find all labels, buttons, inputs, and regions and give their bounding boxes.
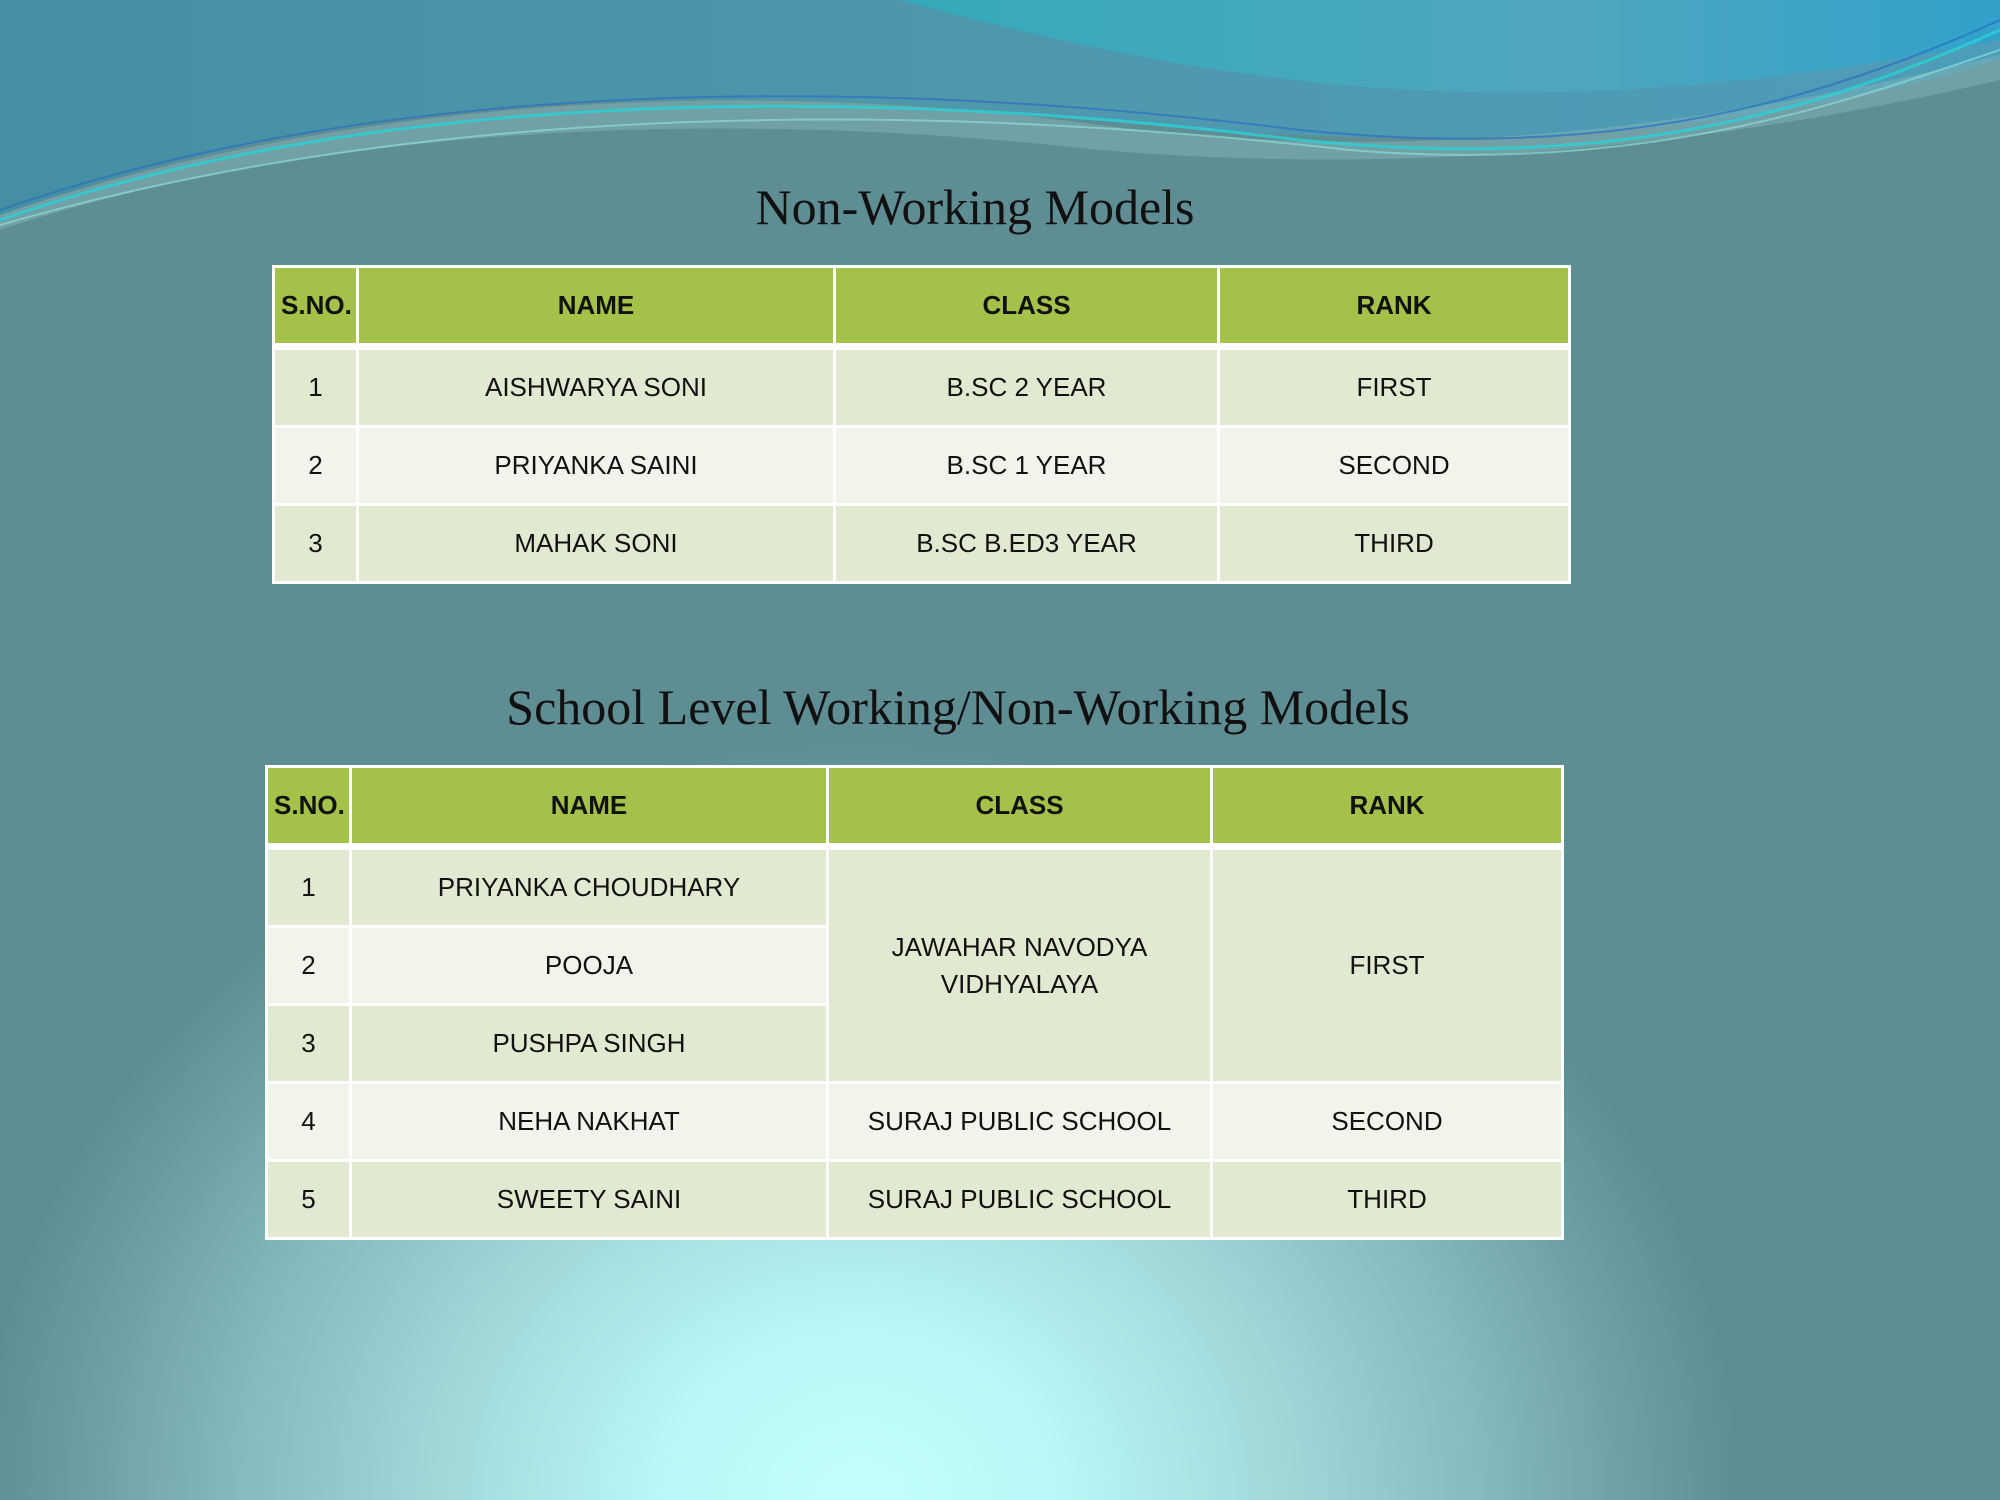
cell-name: MAHAK SONI	[358, 505, 835, 583]
cell-sno: 2	[274, 427, 358, 505]
table-header-row	[267, 767, 1563, 847]
table-row	[274, 347, 1570, 427]
cell-rank: FIRST	[1219, 347, 1570, 427]
cell-sno: 4	[267, 1083, 351, 1161]
cell-rank: THIRD	[1212, 1161, 1563, 1239]
header-sno: S.NO.	[274, 267, 358, 347]
cell-name: NEHA NAKHAT	[351, 1083, 828, 1161]
cell-class: SURAJ PUBLIC SCHOOL	[828, 1161, 1212, 1239]
table-row	[274, 505, 1570, 583]
non-working-models-table	[272, 265, 1571, 584]
cell-class: B.SC 1 YEAR	[835, 427, 1219, 505]
cell-sno: 5	[267, 1161, 351, 1239]
cell-class: B.SC 2 YEAR	[835, 347, 1219, 427]
table-row	[267, 847, 1563, 927]
table-row	[267, 1161, 1563, 1239]
header-rank: RANK	[1212, 767, 1563, 847]
header-rank: RANK	[1219, 267, 1570, 347]
table-header-row	[274, 267, 1570, 347]
header-class: CLASS	[828, 767, 1212, 847]
cell-rank: SECOND	[1219, 427, 1570, 505]
header-name: NAME	[351, 767, 828, 847]
header-class: CLASS	[835, 267, 1219, 347]
cell-name: SWEETY SAINI	[351, 1161, 828, 1239]
table-row	[274, 427, 1570, 505]
cell-rank-merged: FIRST	[1212, 847, 1563, 1083]
cell-name: POOJA	[351, 927, 828, 1005]
cell-rank: THIRD	[1219, 505, 1570, 583]
cell-rank: SECOND	[1212, 1083, 1563, 1161]
table-row	[267, 1083, 1563, 1161]
merged-class-line2: VIDHYALAYA	[940, 968, 1099, 999]
cell-sno: 3	[267, 1005, 351, 1083]
merged-class-line1: JAWAHAR NAVODYA	[891, 931, 1148, 962]
cell-class: B.SC B.ED3 YEAR	[835, 505, 1219, 583]
header-sno: S.NO.	[267, 767, 351, 847]
cell-sno: 2	[267, 927, 351, 1005]
header-name: NAME	[358, 267, 835, 347]
cell-name: PRIYANKA CHOUDHARY	[351, 847, 828, 927]
cell-sno: 3	[274, 505, 358, 583]
section2-title: School Level Working/Non-Working Models	[506, 679, 1410, 735]
cell-sno: 1	[267, 847, 351, 927]
cell-name: PRIYANKA SAINI	[358, 427, 835, 505]
cell-sno: 1	[274, 347, 358, 427]
section1-title: Non-Working Models	[755, 179, 1195, 235]
school-level-models-table	[265, 765, 1564, 1240]
cell-name: PUSHPA SINGH	[351, 1005, 828, 1083]
cell-class: SURAJ PUBLIC SCHOOL	[828, 1083, 1212, 1161]
cell-name: AISHWARYA SONI	[358, 347, 835, 427]
cell-class-merged	[828, 847, 1212, 1083]
